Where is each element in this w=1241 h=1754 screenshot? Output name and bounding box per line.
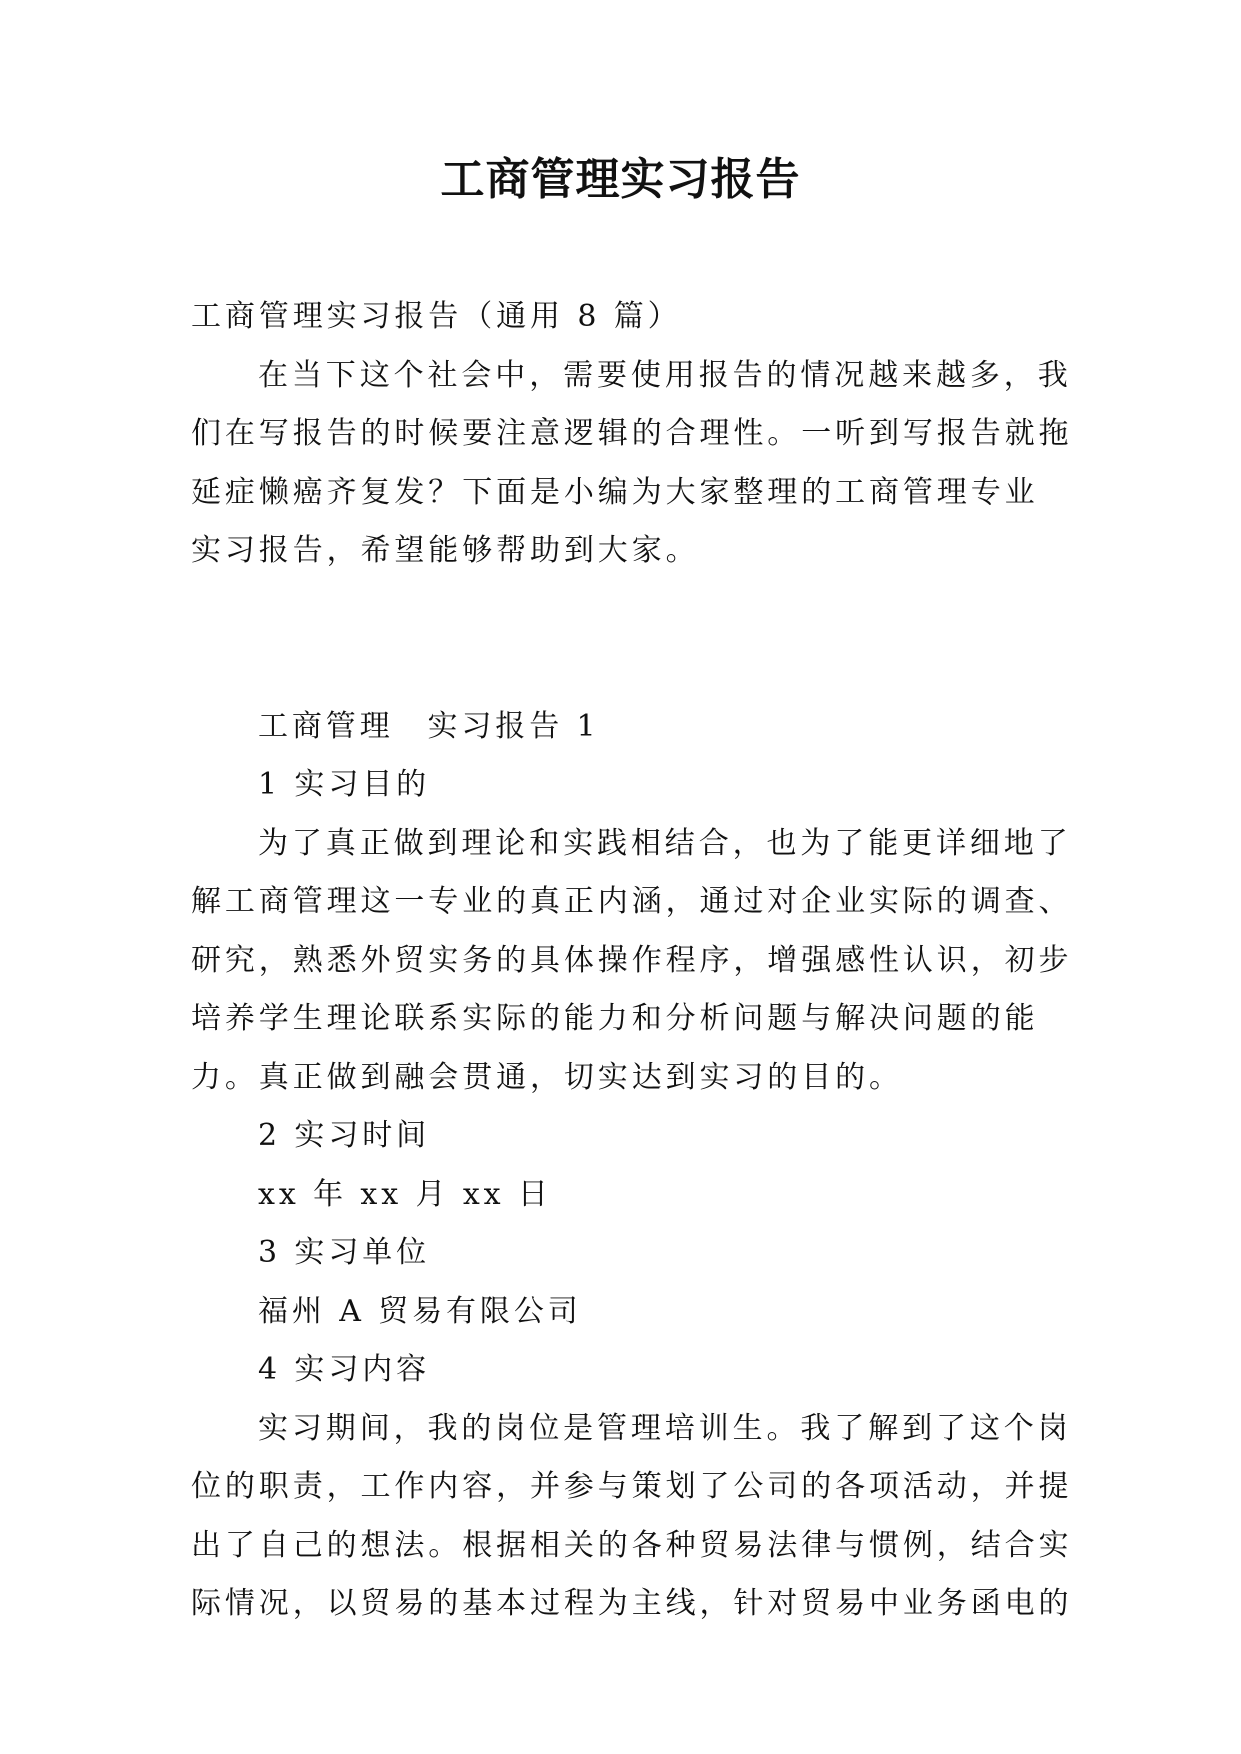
paragraph-gap: [191, 581, 1051, 698]
purpose-line: 为了真正做到理论和实践相结合，也为了能更详细地了: [258, 825, 1072, 861]
time-value: xx 年 xx 月 xx 日: [258, 1176, 552, 1212]
document-title: 工商管理实习报告: [440, 154, 801, 205]
content-heading: 4 实习内容: [258, 1352, 431, 1387]
unit-value: 福州 A 贸易有限公司: [258, 1293, 582, 1329]
intro-line: 在当下这个社会中，需要使用报告的情况越来越多，我: [258, 357, 1072, 393]
intro-line: 延症懒癌齐复发？下面是小编为大家整理的工商管理专业: [191, 474, 1039, 510]
purpose-line: 解工商管理这一专业的真正内涵，通过对企业实际的调查、: [191, 884, 1073, 919]
content-line: 出了自己的想法。根据相关的各种贸易法律与惯例，结合实: [191, 1527, 1073, 1563]
document-subtitle: 工商管理实习报告（通用 8 篇）: [191, 299, 682, 334]
unit-heading: 3 实习单位: [258, 1235, 431, 1270]
intro-line: 们在写报告的时候要注意逻辑的合理性。一听到写报告就拖: [191, 416, 1073, 451]
content-line: 位的职责，工作内容，并参与策划了公司的各项活动，并提: [191, 1469, 1073, 1504]
intro-line: 实习报告，希望能够帮助到大家。: [191, 533, 700, 568]
time-heading: 2 实习时间: [258, 1118, 431, 1153]
document-body: [191, 288, 1073, 1634]
section-heading: 工商管理 实习报告 1: [258, 708, 600, 744]
purpose-line: 力。真正做到融会贯通，切实达到实习的目的。: [191, 1059, 903, 1095]
content-line: 实习期间，我的岗位是管理培训生。我了解到了这个岗: [258, 1410, 1072, 1446]
purpose-heading: 1 实习目的: [258, 767, 431, 802]
purpose-line: 培养学生理论联系实际的能力和分析问题与解决问题的能: [191, 1001, 1039, 1036]
content-line: 际情况，以贸易的基本过程为主线，针对贸易中业务函电的: [191, 1586, 1073, 1621]
purpose-line: 研究，熟悉外贸实务的具体操作程序，增强感性认识，初步: [191, 942, 1073, 978]
